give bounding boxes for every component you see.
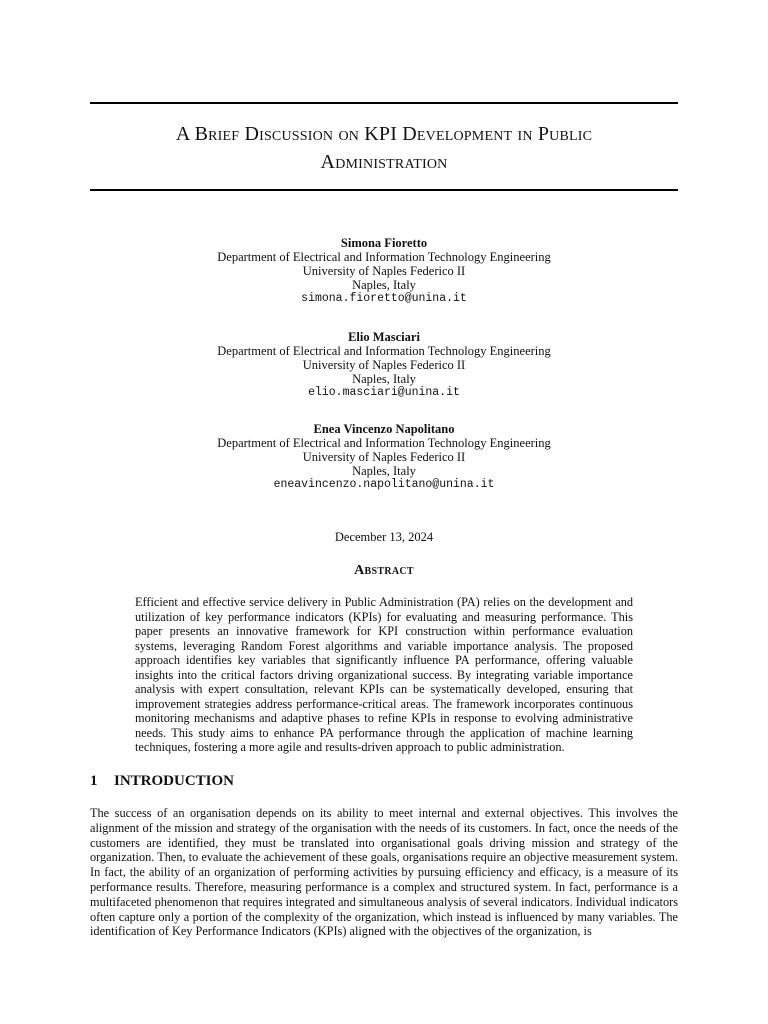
author-name: Enea Vincenzo Napolitano xyxy=(313,422,455,436)
author-university: University of Naples Federico II xyxy=(302,264,466,278)
author-location: Naples, Italy xyxy=(352,464,416,478)
author-block xyxy=(90,330,678,400)
title-bottom-rule xyxy=(90,189,678,191)
author-department: Department of Electrical and Information Technology Engineering xyxy=(217,344,551,358)
author-block xyxy=(90,422,678,492)
author-email[interactable]: elio.masciari@unina.it xyxy=(308,386,460,399)
abstract-text: Efficient and effective service delivery in Public Administration (PA) relies on the development and utilization of key performance indicators (KPIs) for evaluating and measuring performance. This paper presents an innovative framework for KPI construction within performance evaluation systems, leveraging Random Forest algorithms and variable importance analysis. The proposed approach identifies key variables that significantly influence PA performance, offering valuable insights into the critical factors driving organizational success. By integrating variable importance analysis with expert consultation, relevant KPIs can be systematically developed, ensuring that improvement strategies address performance-critical areas. The framework incorporates continuous monitoring mechanisms and adaptive phases to refine KPIs in response to evolving administrative needs. This study aims to enhance PA performance through the application of machine learning techniques, fostering a more agile and results-driven approach to public administration. xyxy=(135,595,633,754)
author-department: Department of Electrical and Information Technology Engineering xyxy=(217,436,551,450)
author-university: University of Naples Federico II xyxy=(302,450,466,464)
introduction-text: The success of an organisation depends on its ability to meet internal and external objectives. This involves the alignment of the mission and strategy of the organisation with the needs of its customers. In fact, once the needs of the customers are identified, they must be translated into organisational goals driving mission and strategy of the organization. Then, to evaluate the achievement of these goals, organisations require an objective measurement system. In fact, the ability of an organization of performing activities by pursuing efficiency and efficacy, is a measure of its performance results. Therefore, measuring performance is a complex and structured system. In fact, performance is a multifaceted phenomenon that requires integrated and simultaneous analysis of several indicators. Individual indicators often capture only a portion of the complexity of the organization, which instead is influenced by many variables. The identification of Key Performance Indicators (KPIs) aligned with the objectives of the organization, is xyxy=(90,806,678,939)
author-email[interactable]: eneavincenzo.napolitano@unina.it xyxy=(273,478,495,491)
author-name: Elio Masciari xyxy=(348,330,420,344)
section-heading xyxy=(90,772,234,790)
paper-date: December 13, 2024 xyxy=(334,530,434,544)
paper-title xyxy=(90,120,678,176)
author-name: Simona Fioretto xyxy=(340,236,428,250)
author-university: University of Naples Federico II xyxy=(302,358,466,372)
section-title: INTRODUCTION xyxy=(114,773,235,789)
section-number: 1 xyxy=(90,773,98,789)
author-department: Department of Electrical and Information Technology Engineering xyxy=(217,250,551,264)
author-email[interactable]: simona.fioretto@unina.it xyxy=(301,292,467,305)
paper-title-line-2: Administration xyxy=(320,151,448,173)
author-location: Naples, Italy xyxy=(352,278,416,292)
abstract-heading: Abstract xyxy=(354,563,414,578)
author-block xyxy=(90,236,678,306)
author-location: Naples, Italy xyxy=(352,372,416,386)
title-top-rule xyxy=(90,102,678,104)
paper-title-line-1: A Brief Discussion on KPI Development in Public xyxy=(175,123,593,145)
